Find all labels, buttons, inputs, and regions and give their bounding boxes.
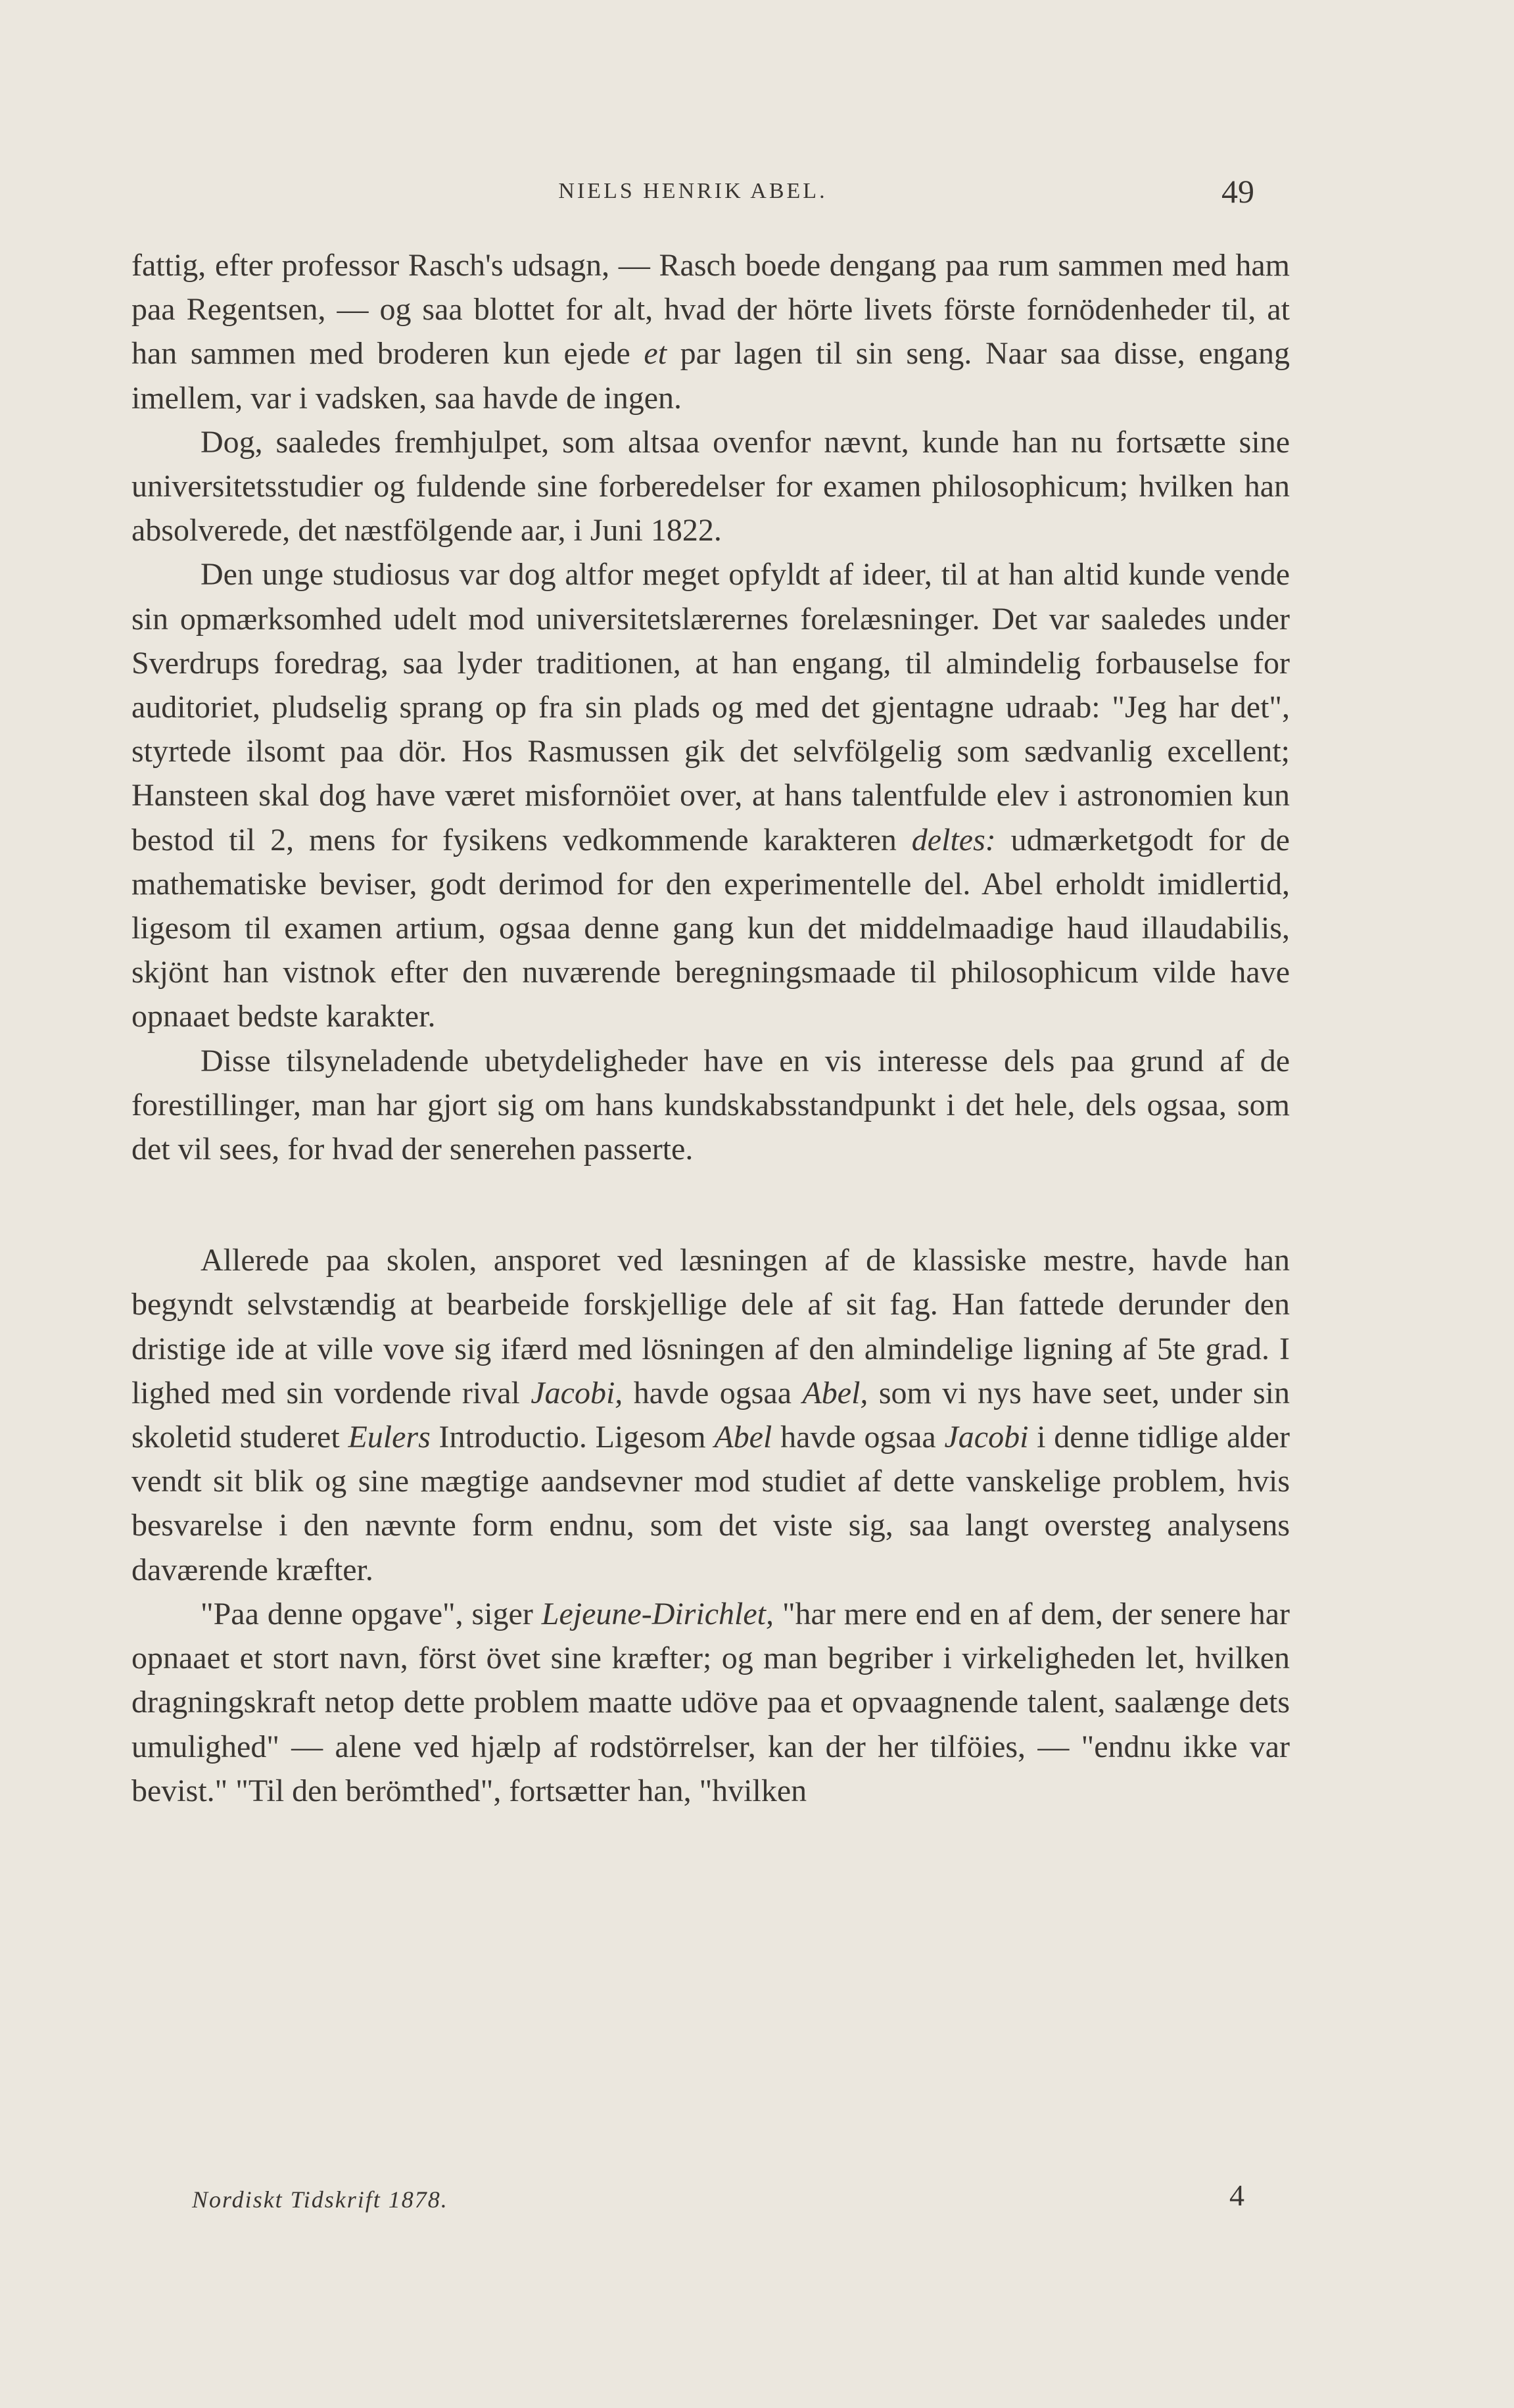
text-run: Den unge studiosus var dog altfor meget opfyldt af ideer, til at han altid kunde vende sin opmærksomhed udelt mod universitetslærernes forelæsninger. Det var saaledes under Sverdrups foredrag, saa lyder traditionen, at han engang, til almindelig forbauselse for auditoriet, pludselig sprang op fra sin plads og med det gjentagne udraab: "Jeg har det", styrtede ilsomt paa dör. Hos Rasmussen gik det selvfölgelig som sædvanlig excellent; Hansteen skal dog have været misfornöiet over, at hans talentfulde elev i astronomien kun bestod til 2, mens for fysikens vedkommende karakteren <box>131 557 1290 857</box>
italic-text: Lejeune-Dirichlet, <box>541 1596 774 1631</box>
text-run: fattig, efter professor Rasch's udsagn, — Rasch boede dengang paa rum sammen med ham paa Regentsen, — og saa blottet for alt, hvad der hörte livets förste fornödenheder til, at han sammen med broderen kun ejede <box>131 248 1290 372</box>
italic-text: deltes: <box>911 822 996 857</box>
journal-signature: Nordiskt Tidskrift 1878. <box>192 2186 448 2213</box>
text-run: som vi nys have seet, under sin skoletid studeret <box>131 1375 1290 1455</box>
text-run: Allerede paa skolen, ansporet ved læsningen af de klassiske mestre, havde han begyndt selvstændig at bearbeide forskjellige dele af sit fag. Han fattede derunder den dristige ide at ville vove sig ifærd med lösningen af den almindelige ligning af 5te grad. I lighed med sin vordende rival <box>131 1243 1290 1410</box>
text-run: Disse tilsyneladende ubetydeligheder have en vis interesse dels paa grund af de forestillinger, man har gjort sig om hans kundskabsstandpunkt i det hele, dels ogsaa, som det vil sees, for hvad der senerehen passerte. <box>131 1043 1290 1167</box>
italic-text: Jacobi <box>944 1420 1029 1455</box>
paragraph <box>131 552 1290 1038</box>
italic-text: et <box>644 336 667 372</box>
text-run: havde ogsaa <box>772 1420 945 1455</box>
body-text <box>131 243 1290 1813</box>
text-run: Introductio. Ligesom <box>430 1420 715 1455</box>
text-run: Dog, saaledes fremhjulpet, som altsaa ovenfor nævnt, kunde han nu fortsætte sine universitetsstudier og fuldende sine forberedelser for examen philosophicum; hvilken han absolverede, det næstfölgende aar, i Juni 1822. <box>131 424 1290 548</box>
text-run: havde ogsaa <box>623 1375 803 1410</box>
running-title: NIELS HENRIK ABEL. <box>558 179 828 203</box>
italic-text: Jacobi, <box>531 1375 623 1410</box>
paragraph <box>131 1238 1290 1592</box>
paragraph <box>131 1592 1290 1813</box>
italic-text: Abel, <box>802 1375 868 1410</box>
running-head <box>131 172 1254 212</box>
italic-text: Eulers <box>348 1420 431 1455</box>
paragraph <box>131 243 1290 420</box>
signature-number: 4 <box>1229 2179 1244 2212</box>
italic-text: Abel <box>714 1420 772 1455</box>
text-run: i denne tidlige alder vendt sit blik og sine mægtige aandsevner mod studiet af dette vanskelige problem, hvis besvarelse i den nævnte form endnu, som det viste sig, saa langt oversteg analysens daværende kræfter. <box>131 1420 1290 1587</box>
paragraph <box>131 420 1290 553</box>
text-run: "Paa denne opgave", siger <box>201 1596 542 1631</box>
paragraph <box>131 1039 1290 1172</box>
text-run: "har mere end en af dem, der senere har opnaaet et stort navn, först övet sine kræfter; og man begriber i virkeligheden let, hvilken dragningskraft netop dette problem maatte udöve paa et opvaagnende talent, saalænge dets umulighed" — alene ved hjælp af rodstörrelser, kan der her tilföies, — "endnu ikke var bevist." "Til den berömthed", fortsætter han, "hvilken <box>131 1596 1290 1808</box>
page-footer <box>184 2178 1244 2217</box>
page-number: 49 <box>1221 173 1254 210</box>
text-run: udmærketgodt for de mathematiske beviser, godt derimod for den experimentelle del. Abel erholdt imidlertid, ligesom til examen artium, ogsaa denne gang kun det middelmaadige haud illaudabilis, skjönt han vistnok efter den nuværende beregningsmaade til philosophicum vilde have opnaaet bedste karakter. <box>131 822 1290 1034</box>
text-run: par lagen til sin seng. Naar saa disse, engang imellem, var i vadsken, saa havde de ingen. <box>131 336 1290 416</box>
